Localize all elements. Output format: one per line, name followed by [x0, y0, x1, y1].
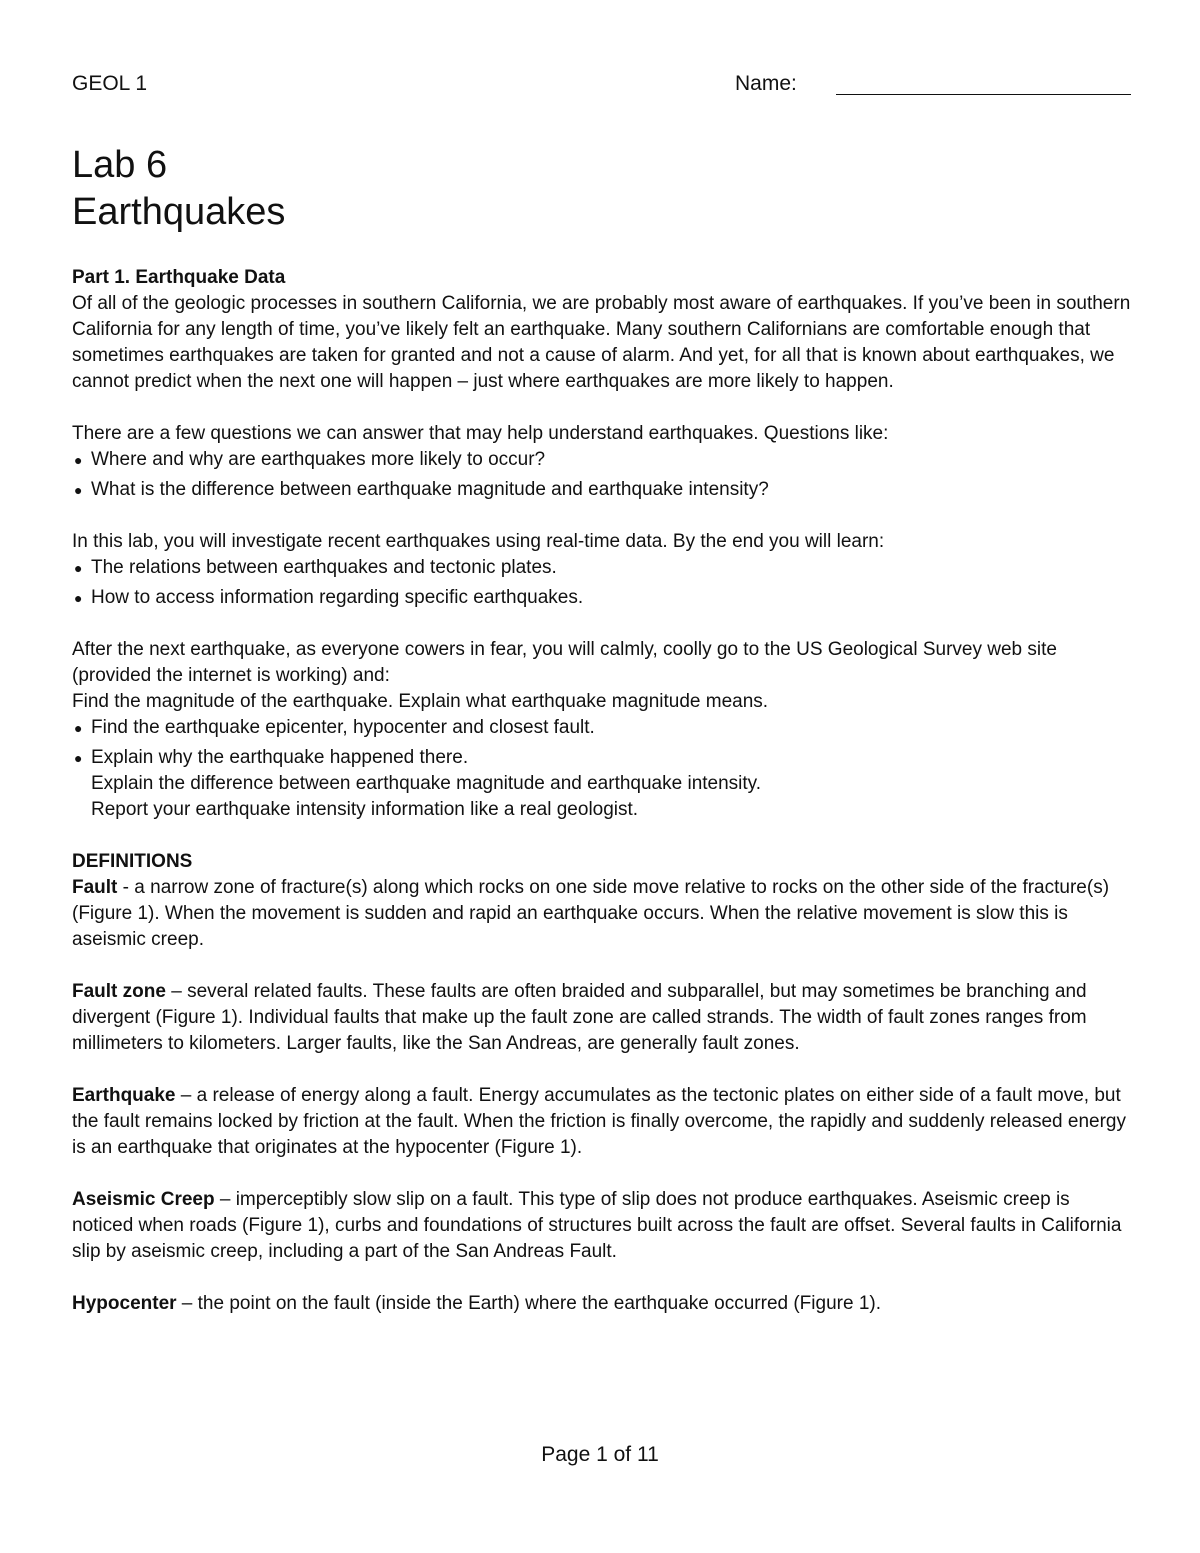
bullet-icon: ● [74, 452, 83, 468]
list-item: ● How to access information regarding specific earthquakes. [72, 585, 1134, 611]
bullet-icon: ● [74, 590, 83, 606]
after-intro: After the next earthquake, as everyone cowers in fear, you will calmly, coolly go to the US Geological Survey web site (provided the internet is working) and: [72, 639, 1057, 686]
page-number: Page 1 of 11 [541, 1443, 659, 1466]
list-item: ● What is the difference between earthquake magnitude and earthquake intensity? [72, 477, 1134, 503]
after-list [72, 715, 1134, 771]
list-item: ● Where and why are earthquakes more likely to occur? [72, 447, 1134, 473]
bullet-icon: ● [74, 560, 83, 576]
part1-heading: Part 1. Earthquake Data [72, 267, 286, 288]
after-indented-line: Report your earthquake intensity information like a real geologist. [91, 799, 639, 820]
title-topic: Earthquakes [72, 191, 286, 233]
learn-list [72, 555, 1134, 611]
definition-term: Aseismic Creep [72, 1189, 215, 1210]
part1-intro-paragraph: Of all of the geologic processes in southern California, we are probably most aware of earthquakes. If you’ve been in southern California for any length of time, you’ve likely felt an earthquake. Many southern Californians are comfortable enough that sometimes earthquakes are taken for granted and not a cause of alarm. And yet, for all that is known about earthquakes, we cannot predict when the next one will happen – just where earthquakes are more likely to happen. [72, 293, 1131, 392]
after-indented-line: Explain the difference between earthquake magnitude and earthquake intensity. [91, 773, 762, 794]
page-title [72, 142, 285, 236]
name-blank-line [836, 94, 1131, 95]
bullet-icon: ● [74, 720, 83, 736]
bullet-icon: ● [74, 482, 83, 498]
list-item: ● The relations between earthquakes and tectonic plates. [72, 555, 1134, 581]
course-label: GEOL 1 [72, 72, 148, 95]
document-body [72, 265, 1134, 1317]
definition-term: Earthquake [72, 1085, 176, 1106]
learn-intro: In this lab, you will investigate recent earthquakes using real-time data. By the end you will learn: [72, 531, 885, 552]
name-label: Name: [735, 72, 797, 95]
list-item: ● Explain why the earthquake happened there. [72, 745, 1134, 771]
bullet-icon: ● [74, 750, 83, 766]
definition-fault-zone: Fault zone – several related faults. These faults are often braided and subparallel, but may sometimes be branching and divergent (Figure 1). Individual faults that make up the fault zone are called strands. The width of fault zones ranges from millimeters to kilometers. Larger faults, like the San Andreas, are generally fault zones. [72, 981, 1087, 1054]
definition-term: Fault [72, 877, 118, 898]
definitions-heading: DEFINITIONS [72, 851, 193, 872]
definition-earthquake: Earthquake – a release of energy along a fault. Energy accumulates as the tectonic plates on either side of a fault move, but the fault remains locked by friction at the fault. When the friction is finally overcome, the rapidly and suddenly released energy is an earthquake that originates at the hypocenter (Figure 1). [72, 1085, 1126, 1158]
definition-aseismic-creep: Aseismic Creep – imperceptibly slow slip on a fault. This type of slip does not produce earthquakes. Aseismic creep is noticed when roads (Figure 1), curbs and foundations of structures built across the fault are offset. Several faults in California slip by aseismic creep, including a part of the San Andreas Fault. [72, 1189, 1122, 1262]
title-lab-number: Lab 6 [72, 144, 168, 186]
after-line: Find the magnitude of the earthquake. Explain what earthquake magnitude means. [72, 691, 769, 712]
definition-fault: Fault - a narrow zone of fracture(s) along which rocks on one side move relative to rocks on the other side of the fracture(s) (Figure 1). When the movement is sudden and rapid an earthquake occurs. When the relative movement is slow this is aseismic creep. [72, 877, 1110, 950]
definition-term: Hypocenter [72, 1293, 177, 1314]
definition-hypocenter: Hypocenter – the point on the fault (inside the Earth) where the earthquake occurred (Figure 1). [72, 1293, 881, 1314]
list-item: ● Find the earthquake epicenter, hypocenter and closest fault. [72, 715, 1134, 741]
definition-term: Fault zone [72, 981, 166, 1002]
questions-list [72, 447, 1134, 503]
questions-intro: There are a few questions we can answer that may help understand earthquakes. Questions like: [72, 423, 889, 444]
